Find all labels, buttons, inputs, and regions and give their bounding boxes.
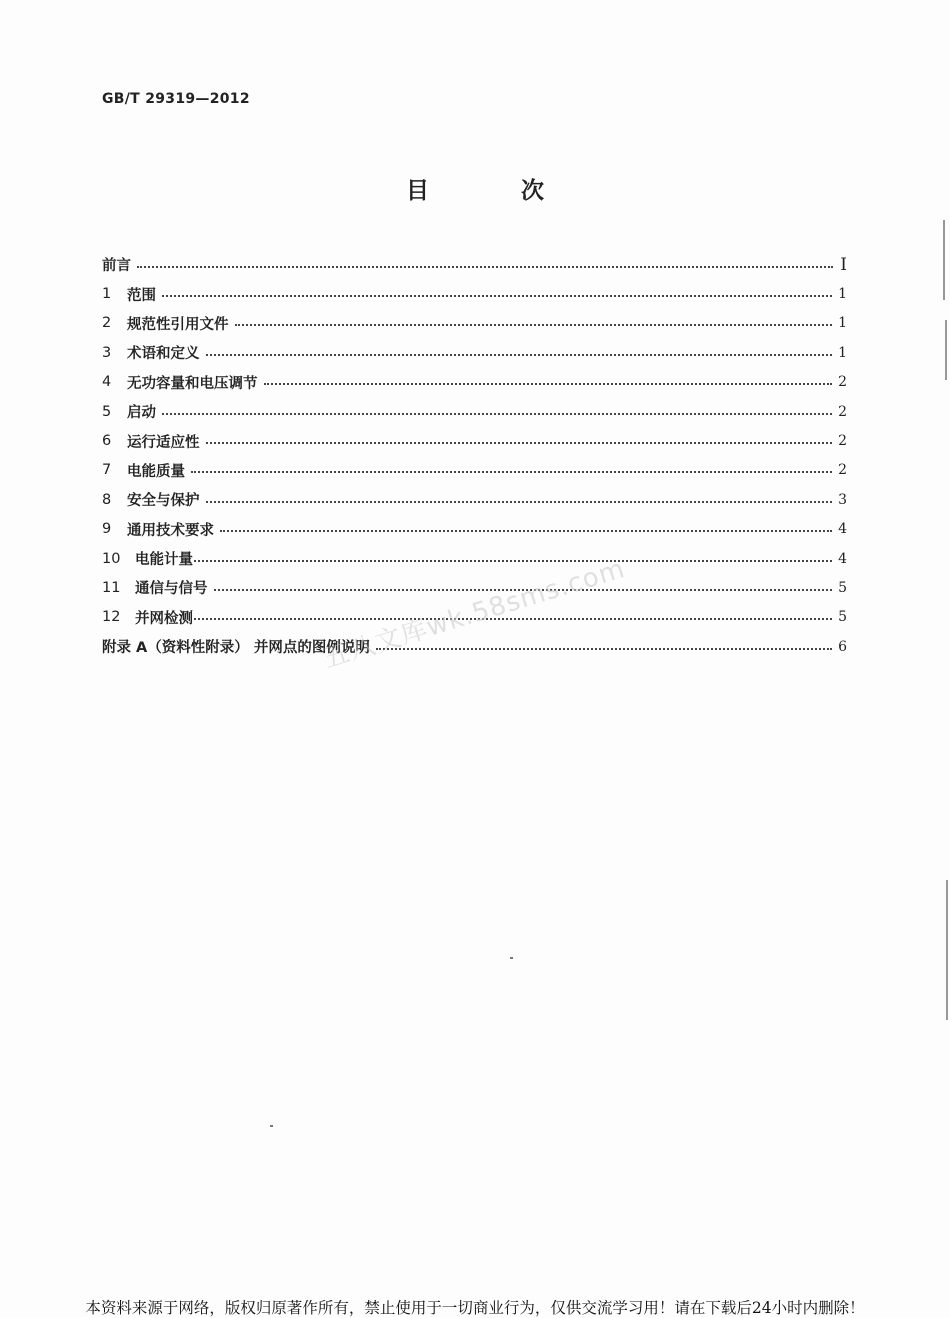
- toc-entry-page: 4: [838, 550, 847, 567]
- toc-entry-label: 运行适应性: [127, 434, 200, 451]
- toc-entry-number: 6: [102, 433, 112, 450]
- footer-disclaimer: 本资料来源于网络，版权归原著作所有，禁止使用于一切商业行为，仅供交流学习用！请在下载后24小时内删除！: [85, 1299, 865, 1317]
- toc-entry-number: 11: [102, 579, 121, 596]
- toc-entry-label: 规范性引用文件: [127, 316, 229, 333]
- toc-entry-label: 并网检测: [135, 610, 193, 627]
- scan-edge-line: [945, 320, 947, 380]
- toc-entry-label: 电能计量: [135, 552, 193, 569]
- toc-entry-2[interactable]: [102, 309, 847, 338]
- toc-entry-foreword[interactable]: [102, 250, 847, 279]
- toc-entry-8[interactable]: [102, 485, 847, 514]
- toc-entry-number: 9: [102, 521, 112, 538]
- toc-entry-5[interactable]: [102, 397, 847, 426]
- toc-entry-number: 10: [102, 550, 121, 567]
- toc-entry-label: 通信与信号: [135, 581, 208, 598]
- toc-entry-number: 2: [102, 315, 112, 332]
- watermark-text: 五八文库wk.58sms.com: [319, 553, 629, 675]
- toc-leader-dots: [162, 413, 832, 415]
- toc-entry-6[interactable]: [102, 426, 847, 455]
- toc-entry-3[interactable]: [102, 338, 847, 367]
- toc-entry-9[interactable]: [102, 515, 847, 544]
- toc-entry-number: 1: [102, 286, 112, 303]
- toc-entry-label: 通用技术要求: [127, 522, 214, 539]
- toc-entry-label: 术语和定义: [127, 346, 200, 363]
- toc-leader-dots: [376, 648, 832, 650]
- toc-leader-dots: [191, 471, 832, 473]
- toc-entry-page: 2: [838, 462, 847, 479]
- toc-entry-label: 范围: [127, 287, 156, 304]
- toc-leader-dots: [137, 266, 833, 268]
- toc-entry-number: 7: [102, 462, 112, 479]
- scan-speck: [510, 957, 513, 959]
- scan-edge-line: [943, 220, 945, 300]
- toc-entry-4[interactable]: [102, 368, 847, 397]
- toc-entry-number: 4: [102, 374, 112, 391]
- toc-entry-page: 1: [838, 286, 847, 303]
- toc-entry-annex-a[interactable]: [102, 632, 847, 661]
- toc-entry-10[interactable]: [102, 544, 847, 573]
- toc-entry-page: I: [840, 254, 847, 275]
- toc-entry-page: 2: [838, 403, 847, 420]
- toc-entry-page: 3: [838, 491, 847, 508]
- toc-entry-label: 安全与保护: [127, 493, 200, 510]
- toc-entry-page: 1: [838, 315, 847, 332]
- toc-leader-dots: [206, 354, 833, 356]
- toc-leader-dots: [220, 530, 832, 532]
- toc-leader-dots: [264, 383, 833, 385]
- toc-entry-7[interactable]: [102, 456, 847, 485]
- toc-entry-page: 1: [838, 344, 847, 361]
- toc-entry-number: 8: [102, 491, 112, 508]
- toc-leader-dots: [194, 560, 832, 562]
- toc-leader-dots: [206, 442, 833, 444]
- standard-code: GB/T 29319—2012: [102, 91, 250, 107]
- toc-entry-page: 5: [838, 609, 847, 626]
- toc-entry-number: 3: [102, 344, 112, 361]
- toc-leader-dots: [235, 324, 833, 326]
- toc-entry-page: 2: [838, 374, 847, 391]
- scan-speck: [270, 1125, 273, 1127]
- toc-entry-page: 2: [838, 433, 847, 450]
- toc-leader-dots: [162, 295, 832, 297]
- toc-entry-page: 6: [838, 638, 847, 655]
- toc-entry-label: 附录 A（资料性附录） 并网点的图例说明: [102, 640, 370, 657]
- toc-entry-page: 4: [838, 521, 847, 538]
- toc-entry-number: 12: [102, 609, 121, 626]
- toc-entry-number: 5: [102, 403, 112, 420]
- toc-entry-label: 无功容量和电压调节: [127, 375, 258, 392]
- page-title: 目 次: [405, 178, 586, 204]
- toc-entry-page: 5: [838, 579, 847, 596]
- toc-entry-label: 启动: [127, 405, 156, 422]
- toc-leader-dots: [206, 501, 833, 503]
- toc-entry-label: 电能质量: [127, 463, 185, 480]
- scan-edge-line: [946, 880, 948, 1020]
- toc-entry-1[interactable]: [102, 279, 847, 308]
- toc-entry-label: 前言: [102, 258, 131, 275]
